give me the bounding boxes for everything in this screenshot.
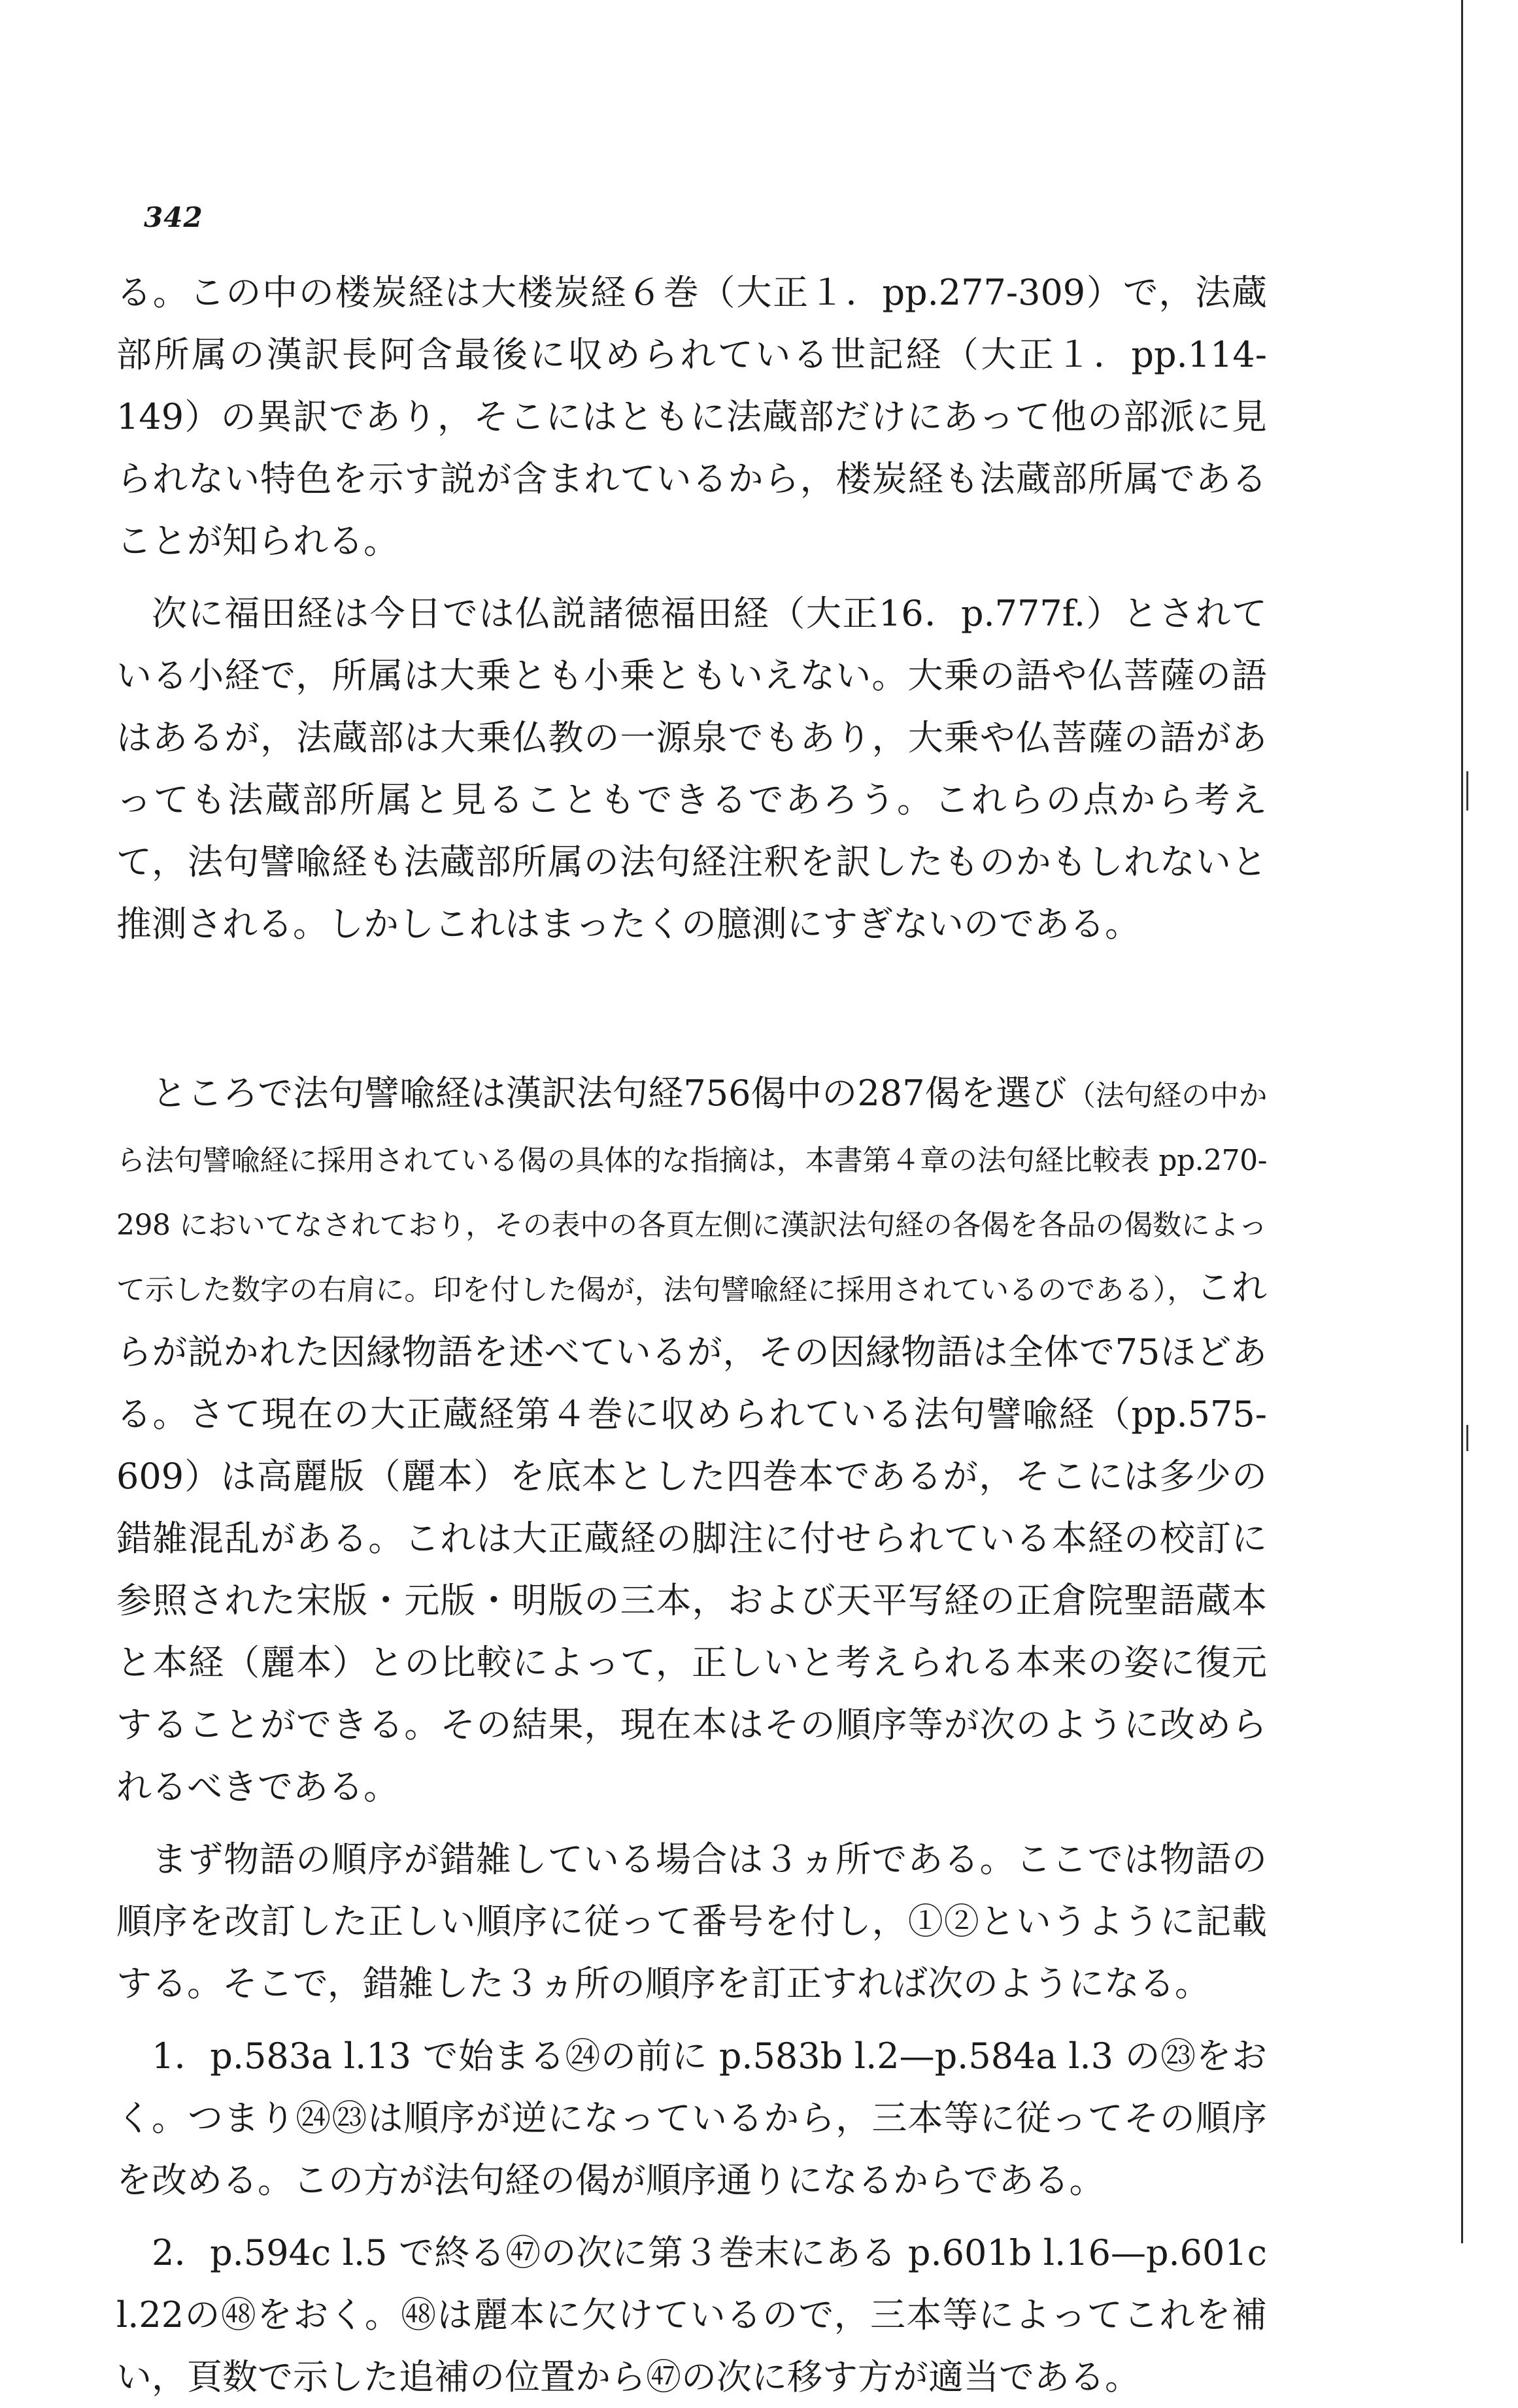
paragraph-2: 次に福田経は今日では仏説諸徳福田経（大正16．p.777f.）とされている小経で，所属は大乗とも小乗ともいえない。大乗の語や仏菩薩の語はあるが，法蔵部は大乗仏教の一源泉でもあり，大乗や仏菩薩の語があっても法蔵部所属と見ることもできるであろう。これらの点から考えて，法句譬喩経も法蔵部所属の法句経注釈を訳したものかもしれないと推測される。しかしこれはまったくの臆測にすぎないのである。 [116,593,1267,945]
paragraph-4: まず物語の順序が錯雑している場合は３ヵ所である。ここでは物語の順序を改訂した正しい順序に従って番号を付し，①②というように記載する。そこで，錯雑した３ヵ所の順序を訂正すれば次のようになる。 [116,1839,1267,2004]
paragraph-3-parenthetical-note: （法句経の中から法句譬喩経に採用されている偈の具体的な指摘は，本書第４章の法句経比較表 pp.270-298 においてなされており，その表中の各頁左側に漢訳法句経の各偈を各品の偈数によって示した数字の右肩に。印を付した偈が，法句譬喩経に採用されているのである）， [116,1079,1267,1307]
list-item-1: 1．p.583a l.13 で始まる㉔の前に p.583b l.2—p.584a l.3 の㉓をおく。つまり㉔㉓は順序が逆になっているから，三本等に従ってその順序を改める。この方が法句経の偈が順序通りになるからである。 [116,2035,1267,2201]
list-item-2: 2．p.594c l.5 で終る㊼の次に第３巻末にある p.601b l.16—p.601c l.22の㊽をおく。㊽は麗本に欠けているので，三本等によってこれを補い，頁数で示した追補の位置から㊼の次に移す方が適当である。 [116,2232,1267,2398]
paragraph-3-body: これらが説かれた因縁物語を述べているが，その因縁物語は全体で75ほどある。さて現在の大正蔵経第４巻に収められている法句譬喩経（pp.575-609）は高麗版（麗本）を底本とした四巻本であるが，そこには多少の錯雑混乱がある。これは大正蔵経の脚注に付せられている本経の校訂に参照された宋版・元版・明版の三本，および天平写経の正倉院聖語蔵本と本経（麗本）との比較によって，正しいと考えられる本来の姿に復元することができる。その結果，現在本はその順序等が次のように改められるべきである。 [116,1267,1268,1807]
paragraph-3-lead: ところで法句譬喩経は漢訳法句経756偈中の287偈を選び [152,1073,1067,1114]
page-edge-line [1461,0,1463,2243]
paragraph-1: る。この中の楼炭経は大楼炭経６巻（大正１．pp.277-309）で，法蔵部所属の漢訳長阿含最後に収められている世記経（大正１．pp.114-149）の異訳であり，そこにはともに法蔵部だけにあって他の部派に見られない特色を示す説が含まれているから，楼炭経も法蔵部所属であることが知られる。 [116,272,1267,561]
paragraph-3 [116,1062,1267,1818]
page-number: 342 [144,201,203,233]
edge-mark [1466,771,1468,811]
edge-mark [1466,1425,1468,1451]
body-text [116,261,1267,2408]
